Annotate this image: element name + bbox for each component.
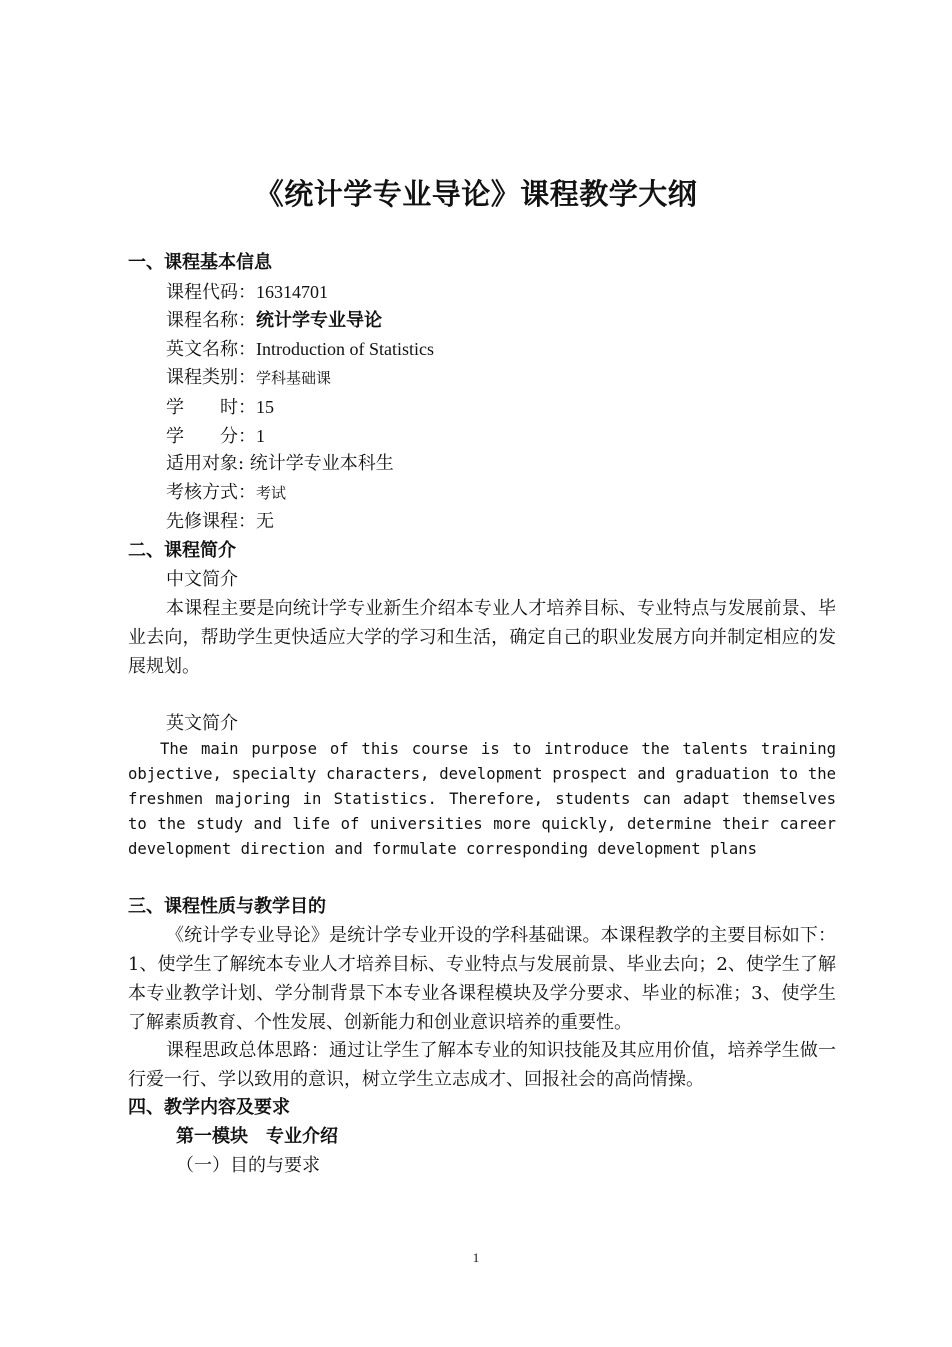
info-value: 统计学专业本科生 (249, 453, 394, 474)
section-heading-basic-info: 一、课程基本信息 (128, 252, 272, 273)
info-row-assessment (166, 482, 286, 504)
module-heading: 第一模块 专业介绍 (176, 1126, 338, 1147)
info-label: 考核方式： (166, 482, 256, 503)
section-heading-content: 四、教学内容及要求 (128, 1097, 290, 1118)
info-label: 课程名称： (166, 310, 256, 331)
info-label: 学 分： (166, 426, 256, 447)
section-heading-introduction: 二、课程简介 (128, 540, 236, 561)
info-value: Introduction of Statistics (256, 339, 434, 359)
document-title: 《统计学专业导论》课程教学大纲 (254, 177, 698, 211)
info-label: 课程类别： (166, 367, 256, 388)
page-number: 1 (472, 1250, 480, 1265)
info-value: 16314701 (256, 282, 328, 302)
info-value: 1 (256, 426, 265, 446)
course-purpose-text: 《统计学专业导论》是统计学专业开设的学科基础课。本课程教学的主要目标如下：1、使学生了解统本专业人才培养目标、专业特点与发展前景、毕业去向；2、使学生了解本专业教学计划、学分制背景下本专业各课程模块及学分要求、毕业的标准；3、使学生了解素质教育、个性发展、创新能力和创业意识培养的重要性。 (128, 925, 836, 1033)
info-row-course-code (166, 281, 328, 304)
info-row-credits (166, 425, 265, 448)
info-row-english-name (166, 338, 434, 361)
chinese-intro-label: 中文简介 (166, 569, 238, 590)
section-heading-nature-purpose: 三、课程性质与教学目的 (128, 896, 326, 917)
info-row-course-name (166, 310, 382, 332)
info-label: 适用对象: (166, 453, 250, 474)
chinese-intro-text: 本课程主要是向统计学专业新生介绍本专业人才培养目标、专业特点与发展前景、毕业去向，帮助学生更快适应大学的学习和生活，确定自己的职业发展方向并制定相应的发展规划。 (128, 598, 836, 677)
info-label: 课程代码： (166, 282, 256, 303)
info-value: 无 (256, 511, 274, 532)
info-row-hours (166, 396, 274, 419)
subsection-heading: （一）目的与要求 (176, 1155, 320, 1176)
info-row-target-students (166, 453, 394, 475)
info-label: 学 时： (166, 397, 256, 418)
english-intro-label: 英文简介 (166, 713, 238, 734)
ideological-approach-text: 课程思政总体思路：通过让学生了解本专业的知识技能及其应用价值，培养学生做一行爱一行、学以致用的意识，树立学生立志成才、回报社会的高尚情操。 (128, 1040, 836, 1090)
info-value: 考试 (256, 484, 287, 502)
info-row-course-category (166, 367, 331, 389)
english-intro-text: The main purpose of this course is to introduce the talents training objective, specialty characters, development prospect and graduation to the freshmen majoring in Statistics. Therefore, students can adapt themselves to the study and life of universities more quickly, determine their career development direction and formulate corresponding development plans (128, 740, 836, 858)
info-label: 先修课程： (166, 511, 256, 532)
info-label: 英文名称： (166, 339, 256, 360)
info-value: 学科基础课 (256, 369, 332, 387)
info-value: 15 (256, 397, 274, 417)
info-row-prerequisites (166, 511, 274, 533)
info-value: 统计学专业导论 (256, 310, 382, 331)
